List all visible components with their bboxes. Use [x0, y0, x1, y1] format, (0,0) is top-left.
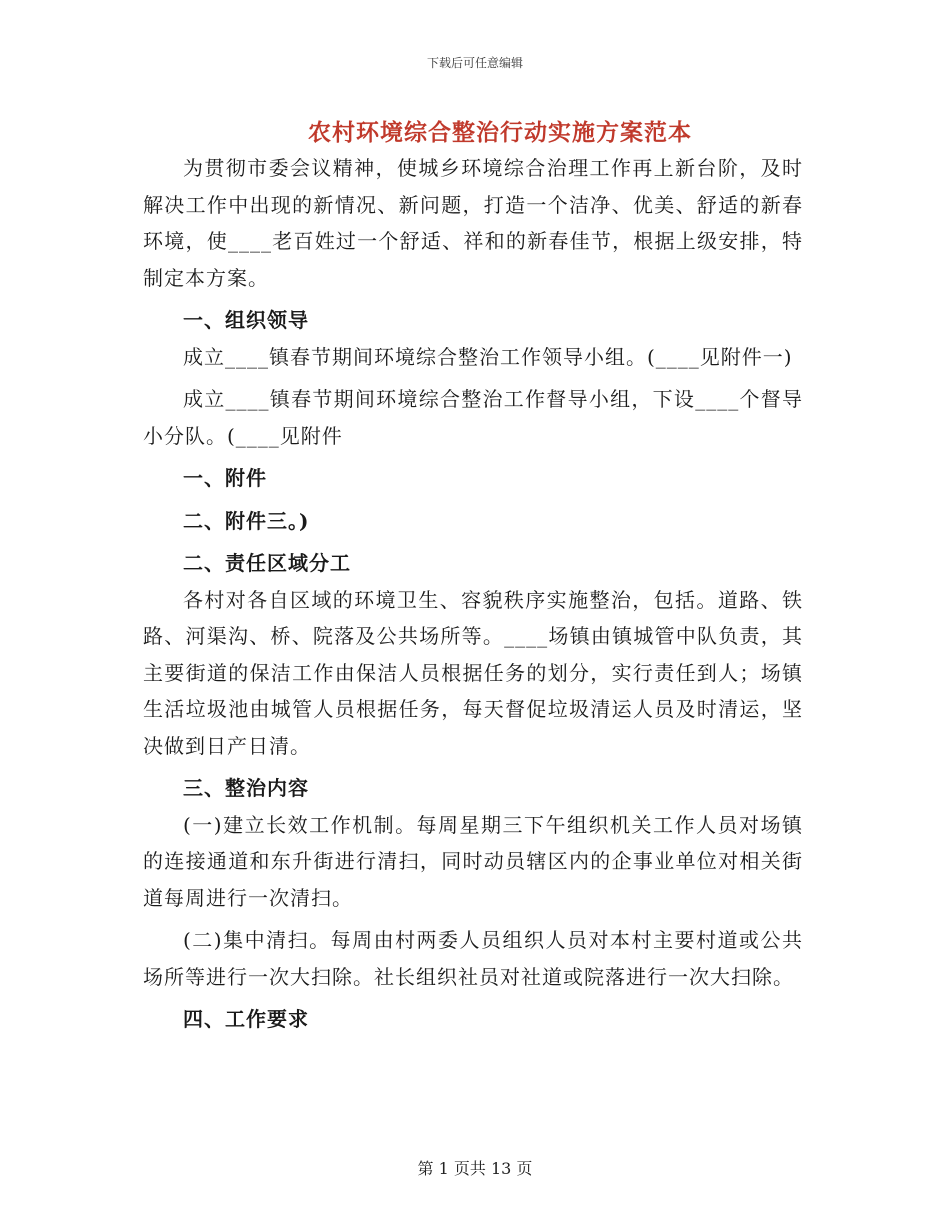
section-heading-requirements: 四、工作要求: [183, 1007, 309, 1031]
section-heading-content: 三、整治内容: [183, 776, 309, 800]
section1-paragraph-2: 成立____镇春节期间环境综合整治工作督导小组，下设____个督导小分队。(____见附件: [143, 387, 803, 448]
section1-paragraph-1: 成立____镇春节期间环境综合整治工作领导小组。(____见附件一): [183, 344, 793, 369]
section3-paragraph-2: (二)集中清扫。每周由村两委人员组织人员对本村主要村道或公共场所等进行一次大扫除。社长组织社员对社道或院落进行一次大扫除。: [143, 928, 803, 989]
intro-paragraph: 为贯彻市委会议精神，使城乡环境综合治理工作再上新台阶，及时解决工作中出现的新情况、新问题，打造一个洁净、优美、舒适的新春环境，使____老百姓过一个舒适、祥和的新春佳节，根据上级安排，特制定本方案。: [143, 156, 803, 290]
attachment-line-2: 二、附件三。): [183, 508, 310, 533]
section-heading-responsibility: 二、责任区域分工: [183, 551, 351, 575]
document-title: 农村环境综合整治行动实施方案范本: [308, 119, 692, 146]
section3-paragraph-1: (一)建立长效工作机制。每周星期三下午组织机关工作人员对场镇的连接通道和东升街进行清扫，同时动员辖区内的企事业单位对相关街道每周进行一次清扫。: [143, 812, 803, 910]
document-body: [143, 150, 803, 1038]
page-header-note: 下载后可任意编辑: [426, 56, 523, 70]
attachment-line-1: 一、附件: [183, 466, 267, 490]
section-heading-organization: 一、组织领导: [183, 308, 309, 332]
section2-paragraph-1: 各村对各自区域的环境卫生、容貌秩序实施整治，包括。道路、铁路、河渠沟、桥、院落及公共场所等。____场镇由镇城管中队负责，其主要街道的保洁工作由保洁人员根据任务的划分，实行责任到人；场镇生活垃圾池由城管人员根据任务，每天督促垃圾清运人员及时清运，坚决做到日产日清。: [143, 587, 803, 758]
page-footer-indicator: 第 1 页共 13 页: [417, 1159, 533, 1178]
